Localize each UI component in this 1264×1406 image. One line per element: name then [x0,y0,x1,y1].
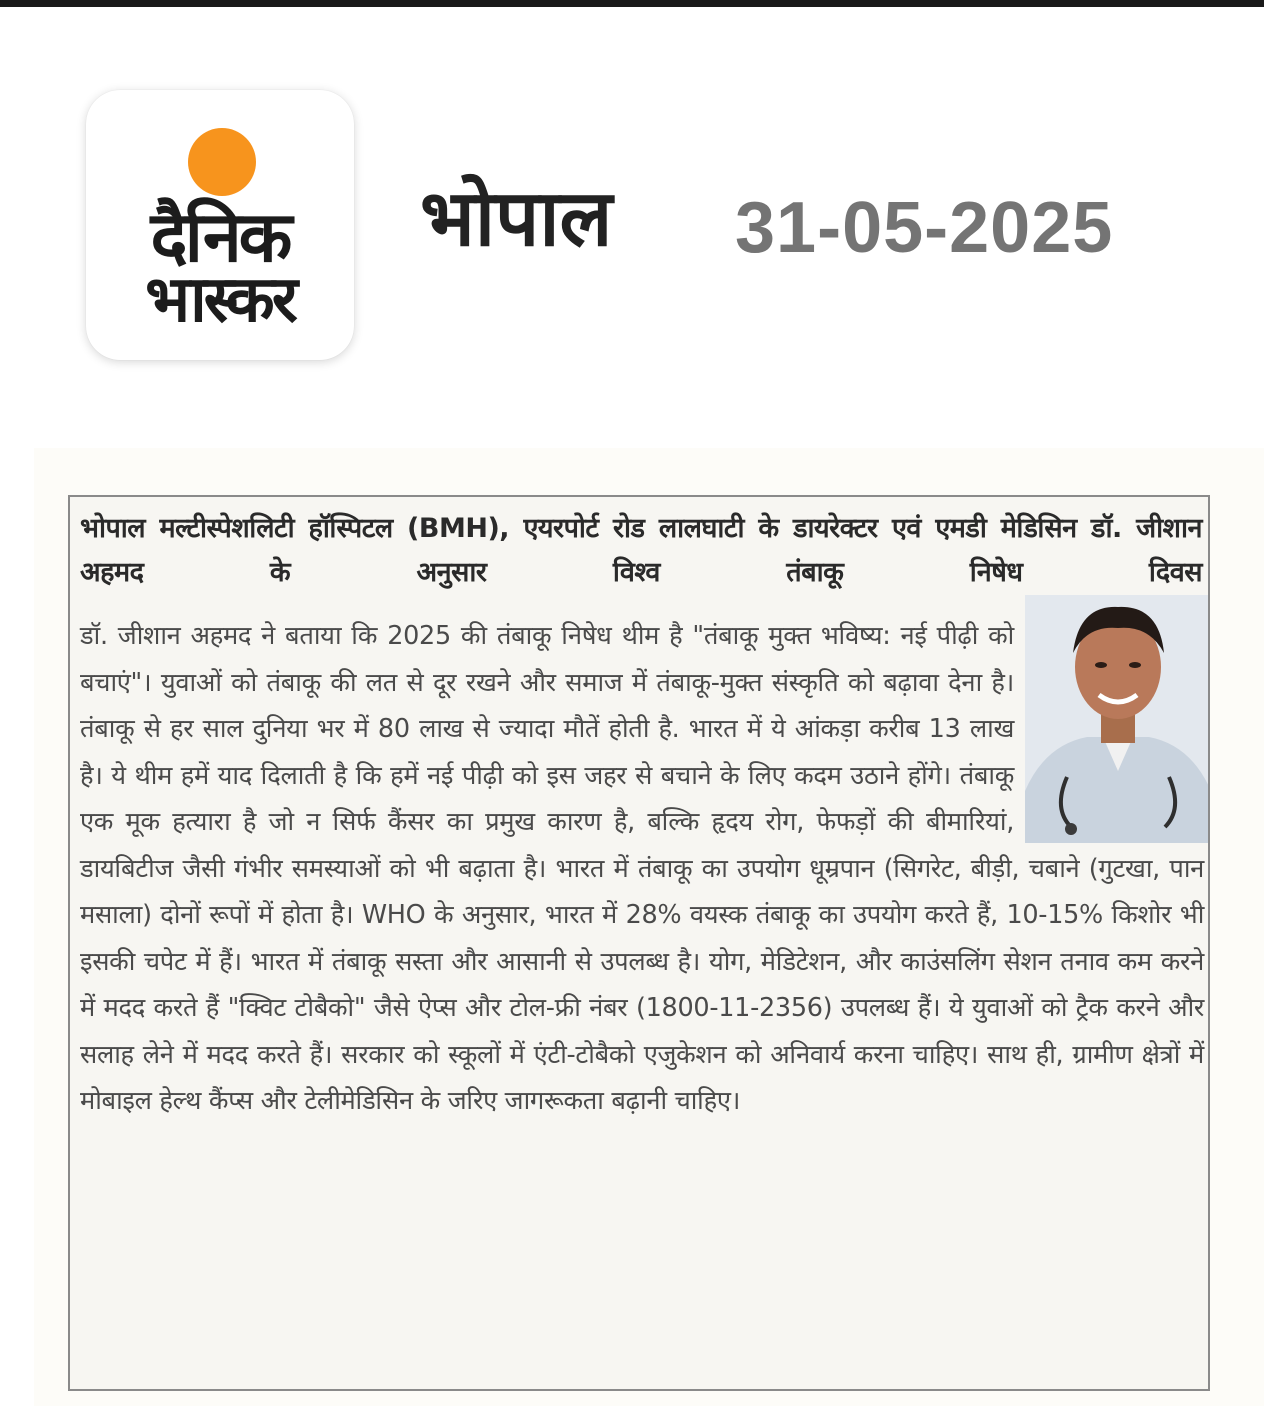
article-body [80,613,1204,1125]
article-body-text: डॉ. जीशान अहमद ने बताया कि 2025 की तंबाकू निषेध थीम है "तंबाकू मुक्त भविष्य: नई पीढ़ी को बचाएं"। युवाओं को तंबाकू की लत से दूर रखने और समाज में तंबाकू-मुक्त संस्कृति को बढ़ावा देना है। तंबाकू से हर साल दुनिया भर में 80 लाख से ज्यादा मौतें होती है. भारत में ये आंकड़ा करीब 13 लाख है। ये थीम हमें याद दिलाती है कि हमें नई पीढ़ी को इस जहर से बचाने के लिए कदम उठाने होंगे। तंबाकू एक मूक हत्यारा है जो न सिर्फ कैंसर का प्रमुख कारण है, बल्कि हृदय रोग, फेफड़ों की बीमारियां, डायबिटीज जैसी गंभीर समस्याओं को भी बढ़ाता है। भारत में तंबाकू का उपयोग धूम्रपान (सिगरेट, बीड़ी, चबाने (गुटखा, पान मसाला) दोनों रूपों में होता है। WHO के अनुसार, भारत में 28% वयस्क तंबाकू का उपयोग करते हैं, 10-15% किशोर भी इसकी चपेट में हैं। भारत में तंबाकू सस्ता और आसानी से उपलब्ध है। योग, मेडिटेशन, और काउंसलिंग सेशन तनाव कम करने में मदद करते हैं "क्विट टोबैको" जैसे ऐप्स और टोल-फ्री नंबर (1800-11-2356) उपलब्ध हैं। ये युवाओं को ट्रैक करने और सलाह लेने में मदद करते हैं। सरकार को स्कूलों में एंटी-टोबैको एजुकेशन को अनिवार्य करना चाहिए। साथ ही, ग्रामीण क्षेत्रों में मोबाइल हेल्थ कैंप्स और टेलीमेडिसिन के जरिए जागरूकता बढ़ानी चाहिए। [80,621,1204,1116]
logo-text-line2: भास्कर [145,263,295,337]
photo-wrap-space [1014,613,1204,845]
article-headline: भोपाल मल्टीस्पेशलिटी हॉस्पिटल (BMH), एयरपोर्ट रोड लालघाटी के डायरेक्टर एवं एमडी मेडिसिन डॉ. जीशान अहमद के अनुसार विश्व तंबाकू निषेध दिवस [80,513,1202,588]
top-bar [0,0,1264,7]
newspaper-clipping [68,495,1210,1391]
edition-date: 31-05-2025 [735,188,1114,268]
sun-icon [188,128,256,196]
edition-city: भोपाल [420,174,613,264]
dainik-bhaskar-logo [86,90,354,360]
logo-text-line1: दैनिक [150,196,290,278]
